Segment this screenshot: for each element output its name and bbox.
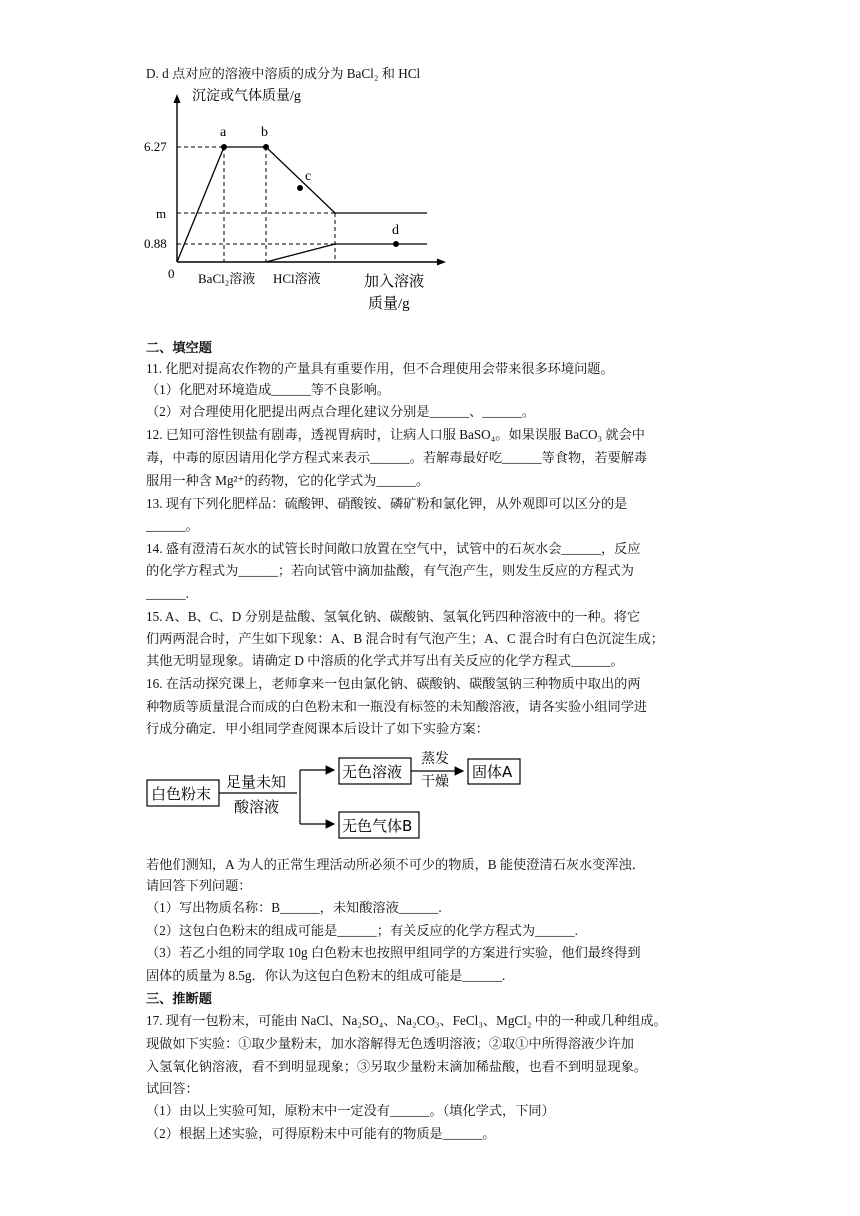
- q14-line-1: 14. 盛有澄清石灰水的试管长时间敞口放置在空气中，试管中的石灰水会______，反应: [146, 541, 641, 556]
- flow-step-evaporate: 蒸发: [421, 751, 449, 767]
- q17-line-4: 试回答：: [146, 1081, 199, 1096]
- q16b-line-1: 若他们测知，A 为人的正常生理活动所必须不可少的物质，B 能使澄清石灰水变浑浊．: [146, 857, 645, 872]
- graph-ylabel: 沉淀或气体质量/g: [192, 89, 301, 104]
- flow-gas-label: 无色气体B: [342, 817, 413, 835]
- q14-line-3: ______.: [146, 586, 189, 601]
- label-c: c: [305, 169, 312, 184]
- q15-line-3: 其他无明显现象。请确定 D 中溶质的化学式并写出有关反应的化学方程式______。: [146, 653, 624, 668]
- q11-line-1: 11. 化肥对提高农作物的产量具有重要作用，但不合理使用会带来很多环境问题。: [146, 361, 614, 376]
- q17-line-6: （2）根据上述实验，可得原粉末中可能有的物质是______。: [146, 1126, 496, 1141]
- q17-line-1: 17. 现有一包粉末，可能由 NaCl、Na₂SO₄、Na₂CO₃、FeCl₃、MgCl₂ 中的一种或几种组成。: [146, 1013, 667, 1028]
- q16b-line-6: 固体的质量为 8.5g．你认为这包白色粉末的组成可能是______.: [146, 968, 506, 983]
- gas-curve: [266, 244, 427, 262]
- q12-line-3: 服用一种含 Mg²⁺的药物，它的化学式为______。: [146, 473, 430, 488]
- q16b-line-2: 请回答下列问题：: [146, 878, 252, 893]
- q16b-line-3: （1）写出物质名称：B______，未知酸溶液______.: [146, 900, 442, 915]
- q11-line-3: （2）对合理使用化肥提出两点合理化建议分别是______、______。: [146, 404, 536, 419]
- x-seg-bacl2: BaCl₂溶液: [198, 271, 256, 286]
- q16b-line-5: （3）若乙小组的同学取 10g 白色粉末也按照甲组同学的方案进行实验，他们最终得到: [146, 945, 641, 960]
- flow-reagent-line2: 酸溶液: [234, 798, 280, 816]
- q16-line-3: 行成分确定．甲小组同学查阅课本后设计了如下实验方案：: [146, 721, 489, 736]
- section-title-inference: 三、推断题: [146, 991, 212, 1006]
- q15-line-2: 们两两混合时，产生如下现象：A、B 混合时有气泡产生；A、C 混合时有白色沉淀生成；: [146, 631, 664, 646]
- q16-line-2: 种物质等质量混合而成的白色粉末和一瓶没有标签的未知酸溶液，请各实验小组同学进: [146, 699, 648, 714]
- point-c: [297, 185, 303, 191]
- q13-line-1: 13. 现有下列化肥样品：硫酸钾、硝酸铵、磷矿粉和氯化钾，从外观即可以区分的是: [146, 496, 628, 511]
- label-a: a: [220, 125, 227, 140]
- experiment-flowchart: [140, 746, 540, 846]
- label-d: d: [392, 223, 399, 238]
- y-tick-088: 0.88: [144, 236, 167, 251]
- q17-line-2: 现做如下实验：①取少量粉末，加水溶解得无色透明溶液；②取①中所得溶液少许加: [146, 1036, 634, 1051]
- q16b-line-4: （2）这包白色粉末的组成可能是______；有关反应的化学方程式为______.: [146, 923, 578, 938]
- mass-graph: [140, 84, 460, 314]
- q12-line-2: 毒，中毒的原因请用化学方程式来表示______。若解毒最好吃______等食物，若要解毒: [146, 450, 648, 465]
- flow-start-label: 白色粉末: [151, 785, 212, 803]
- flow-step-dry: 干燥: [421, 774, 449, 790]
- q12-line-1: 12. 已知可溶性钡盐有剧毒，透视胃病时，让病人口服 BaSO₄。如果误服 BaCO₃ 就会中: [146, 427, 645, 442]
- point-b: [263, 144, 269, 150]
- q16-line-1: 16. 在活动探究课上，老师拿来一包由氯化钠、碳酸钠、碳酸氢钠三种物质中取出的两: [146, 676, 641, 691]
- x-label-line2: 质量/g: [368, 296, 410, 312]
- y-tick-627: 6.27: [144, 139, 167, 154]
- y-tick-m: m: [156, 206, 167, 221]
- point-a: [221, 144, 227, 150]
- label-b: b: [261, 125, 268, 140]
- flow-solution-label: 无色溶液: [342, 763, 403, 781]
- option-d-text: D. d 点对应的溶液中溶质的成分为 BaCl₂ 和 HCl: [146, 66, 421, 81]
- flow-solid-label: 固体A: [472, 763, 513, 781]
- flow-reagent-line1: 足量未知: [226, 773, 287, 791]
- q14-line-2: 的化学方程式为______；若向试管中滴加盐酸，有气泡产生，则发生反应的方程式为: [146, 563, 634, 578]
- x-seg-hcl: HCl溶液: [273, 271, 321, 286]
- q17-line-3: 入氢氧化钠溶液，看不到明显现象；③另取少量粉末滴加稀盐酸，也看不到明显现象。: [146, 1059, 648, 1074]
- precipitate-curve: [177, 147, 427, 262]
- x-label-line1: 加入溶液: [364, 274, 425, 290]
- point-d: [393, 241, 399, 247]
- section-title-fill-blank: 二、填空题: [146, 340, 212, 355]
- q17-line-5: （1）由以上实验可知，原粉末中一定没有______。（填化学式，下同）: [146, 1103, 555, 1118]
- q11-line-2: （1）化肥对环境造成______等不良影响。: [146, 382, 390, 397]
- q15-line-1: 15. A、B、C、D 分别是盐酸、氢氧化钠、碳酸钠、氢氧化钙四种溶液中的一种。将它: [146, 609, 641, 624]
- q13-line-2: ______。: [146, 518, 199, 533]
- origin-label: 0: [168, 266, 175, 281]
